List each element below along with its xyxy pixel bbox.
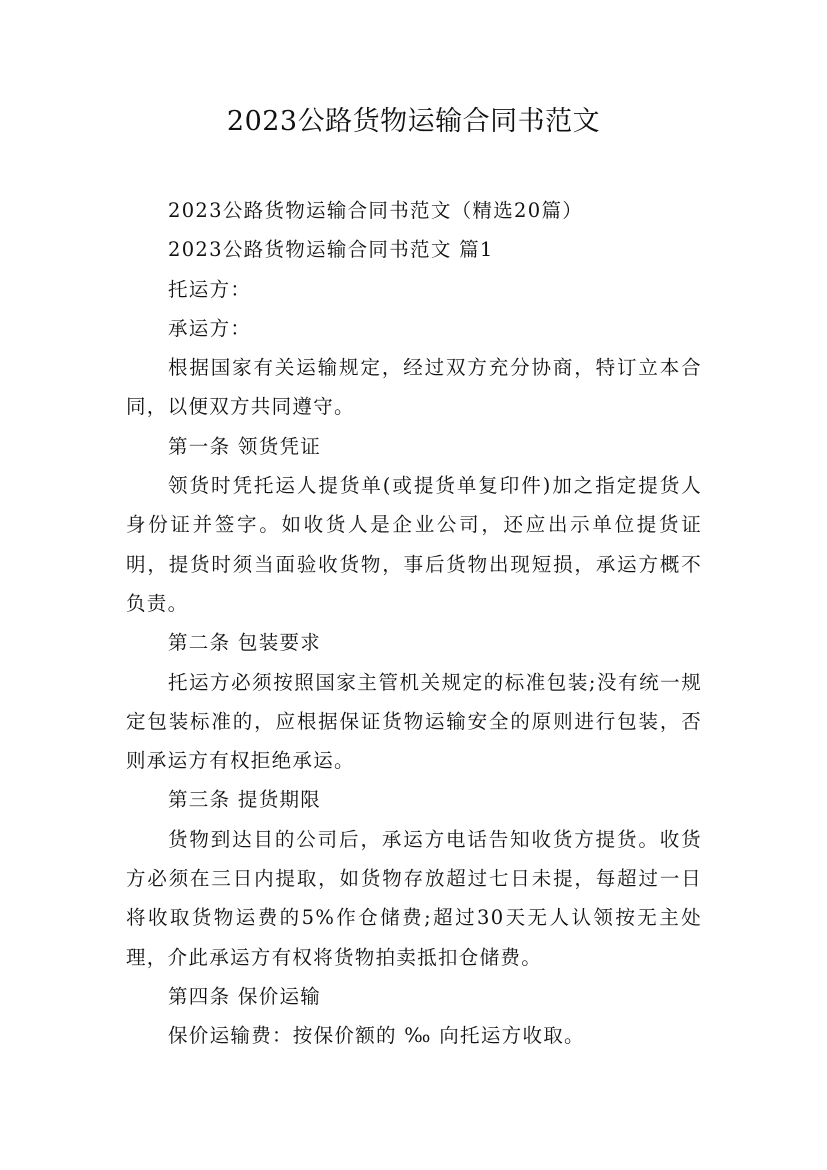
document-body: [126, 191, 702, 1056]
article-2-heading: 第二条 包装要求: [168, 631, 322, 655]
section-heading: 2023公路货物运输合同书范文 篇1: [168, 238, 494, 262]
carrier-line: 承运方：: [168, 316, 252, 340]
article-1-paragraph: 领货时凭托运人提货单(或提货单复印件)加之指定提货人身份证并签字。如收货人是企业公司，还应出示单位提货证明，提货时须当面验收货物，事后货物出现短损，承运方概不负责。: [126, 474, 702, 615]
article-3-heading: 第三条 提货期限: [168, 788, 322, 812]
article-4-heading: 第四条 保价运输: [168, 984, 322, 1008]
article-3-paragraph: 货物到达目的公司后，承运方电话告知收货方提货。收货方必须在三日内提取，如货物存放超过七日未提，每超过一日将收取货物运费的5%作仓储费;超过30天无人认领按无主处理，介此承运方有权将货物拍卖抵扣仓储费。: [126, 827, 702, 969]
article-4-paragraph: 保价运输费：按保价额的 ‰ 向托运方收取。: [168, 1024, 585, 1048]
document-title: 2023公路货物运输合同书范文: [226, 106, 601, 137]
shipper-line: 托运方：: [168, 277, 252, 301]
preamble-paragraph: 根据国家有关运输规定，经过双方充分协商，特订立本合同，以便双方共同遵守。: [126, 356, 702, 419]
article-1-heading: 第一条 领货凭证: [168, 434, 322, 458]
intro-heading: 2023公路货物运输合同书范文（精选20篇）: [168, 199, 584, 222]
article-2-paragraph: 托运方必须按照国家主管机关规定的标准包装;没有统一规定包装标准的，应根据保证货物运输安全的原则进行包装，否则承运方有权拒绝承运。: [126, 670, 702, 773]
